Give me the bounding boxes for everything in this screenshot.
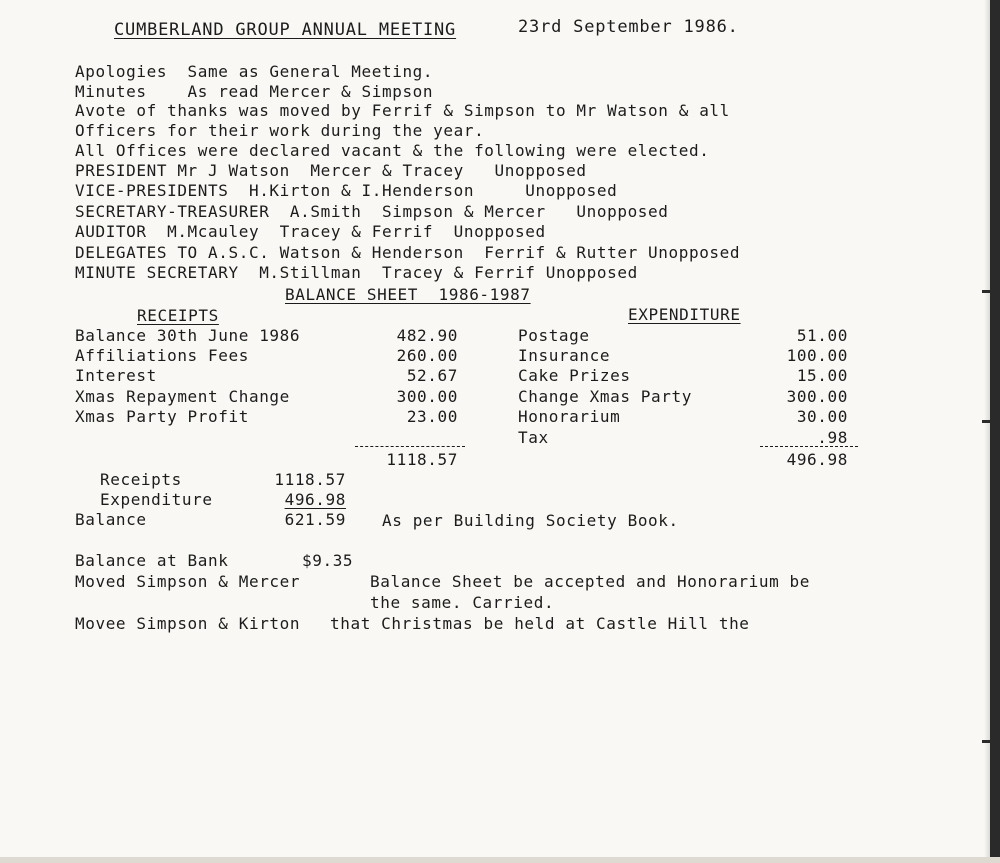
meeting-date: 23rd September 1986. — [518, 17, 739, 37]
minutes-line-president: PRESIDENT Mr J Watson Mercer & Tracey Unopposed — [75, 161, 587, 180]
receipts-heading: RECEIPTS — [137, 306, 219, 325]
expenditure-total: 496.98 — [786, 450, 848, 469]
receipt-amount: 260.00 — [396, 346, 458, 365]
receipt-amount: 300.00 — [396, 387, 458, 406]
minutes-line-4: Officers for their work during the year. — [75, 121, 485, 140]
scan-notch — [982, 740, 990, 743]
scan-border — [990, 0, 1000, 863]
balance-sheet-title: BALANCE SHEET 1986-1987 — [285, 285, 531, 304]
expenditure-amount: 300.00 — [786, 387, 848, 406]
summary-receipts-value: 1118.57 — [274, 470, 346, 489]
minutes-line-1: Apologies Same as General Meeting. — [75, 62, 434, 81]
summary-balance-value: 621.59 — [284, 510, 346, 529]
expenditure-total-rule — [760, 446, 858, 447]
receipts-total: 1118.57 — [386, 450, 458, 469]
receipt-label: Xmas Repayment Change — [75, 387, 290, 406]
summary-balance-label: Balance — [75, 510, 147, 529]
expenditure-label: Honorarium — [518, 407, 621, 426]
closing-right: Balance Sheet be accepted and Honorarium be — [370, 572, 811, 591]
minutes-line-delegates: DELEGATES TO A.S.C. Watson & Henderson Ferrif & Rutter Unopposed — [75, 243, 741, 262]
expenditure-label: Postage — [518, 326, 590, 345]
receipt-amount: 482.90 — [396, 326, 458, 345]
expenditure-label: Change Xmas Party — [518, 387, 692, 406]
expenditure-label: Tax — [518, 428, 549, 447]
closing-left: Moved Simpson & Mercer — [75, 572, 301, 591]
closing-right: that Christmas be held at Castle Hill the — [330, 614, 750, 633]
receipts-total-rule — [355, 446, 465, 447]
expenditure-amount: 30.00 — [796, 407, 848, 426]
expenditure-amount: 51.00 — [796, 326, 848, 345]
expenditure-label: Cake Prizes — [518, 366, 631, 385]
receipt-label: Xmas Party Profit — [75, 407, 249, 426]
minutes-line-secretary-treasurer: SECRETARY-TREASURER A.Smith Simpson & Mercer Unopposed — [75, 202, 669, 221]
receipt-label: Balance 30th June 1986 — [75, 326, 301, 345]
minutes-line-2: Minutes As read Mercer & Simpson — [75, 82, 434, 101]
scan-notch — [982, 290, 990, 293]
summary-expenditure-value: 496.98 — [284, 490, 346, 509]
expenditure-amount: 15.00 — [796, 366, 848, 385]
minutes-line-minute-secretary: MINUTE SECRETARY M.Stillman Tracey & Ferrif Unopposed — [75, 263, 638, 282]
summary-balance-note: As per Building Society Book. — [382, 511, 679, 530]
expenditure-amount: .98 — [817, 428, 848, 447]
closing-right: the same. Carried. — [370, 593, 555, 612]
minutes-line-auditor: AUDITOR M.Mcauley Tracey & Ferrif Unopposed — [75, 222, 546, 241]
minutes-line-vice-presidents: VICE-PRESIDENTS H.Kirton & I.Henderson Unopposed — [75, 181, 618, 200]
scan-notch — [982, 420, 990, 423]
receipt-label: Interest — [75, 366, 157, 385]
minutes-line-5: All Offices were declared vacant & the following were elected. — [75, 141, 710, 160]
scan-bottom-edge — [0, 857, 1000, 863]
minutes-line-3: Avote of thanks was moved by Ferrif & Simpson to Mr Watson & all — [75, 101, 730, 120]
summary-expenditure-label: Expenditure — [100, 490, 213, 509]
closing-left: Movee Simpson & Kirton — [75, 614, 301, 633]
meeting-title: CUMBERLAND GROUP ANNUAL MEETING — [114, 20, 457, 40]
summary-receipts-label: Receipts — [100, 470, 182, 489]
expenditure-amount: 100.00 — [786, 346, 848, 365]
receipt-amount: 52.67 — [406, 366, 458, 385]
closing-left: Balance at Bank — [75, 551, 229, 570]
closing-right: $9.35 — [302, 551, 354, 570]
expenditure-heading: EXPENDITURE — [628, 305, 741, 324]
receipt-label: Affiliations Fees — [75, 346, 249, 365]
receipt-amount: 23.00 — [406, 407, 458, 426]
expenditure-label: Insurance — [518, 346, 611, 365]
